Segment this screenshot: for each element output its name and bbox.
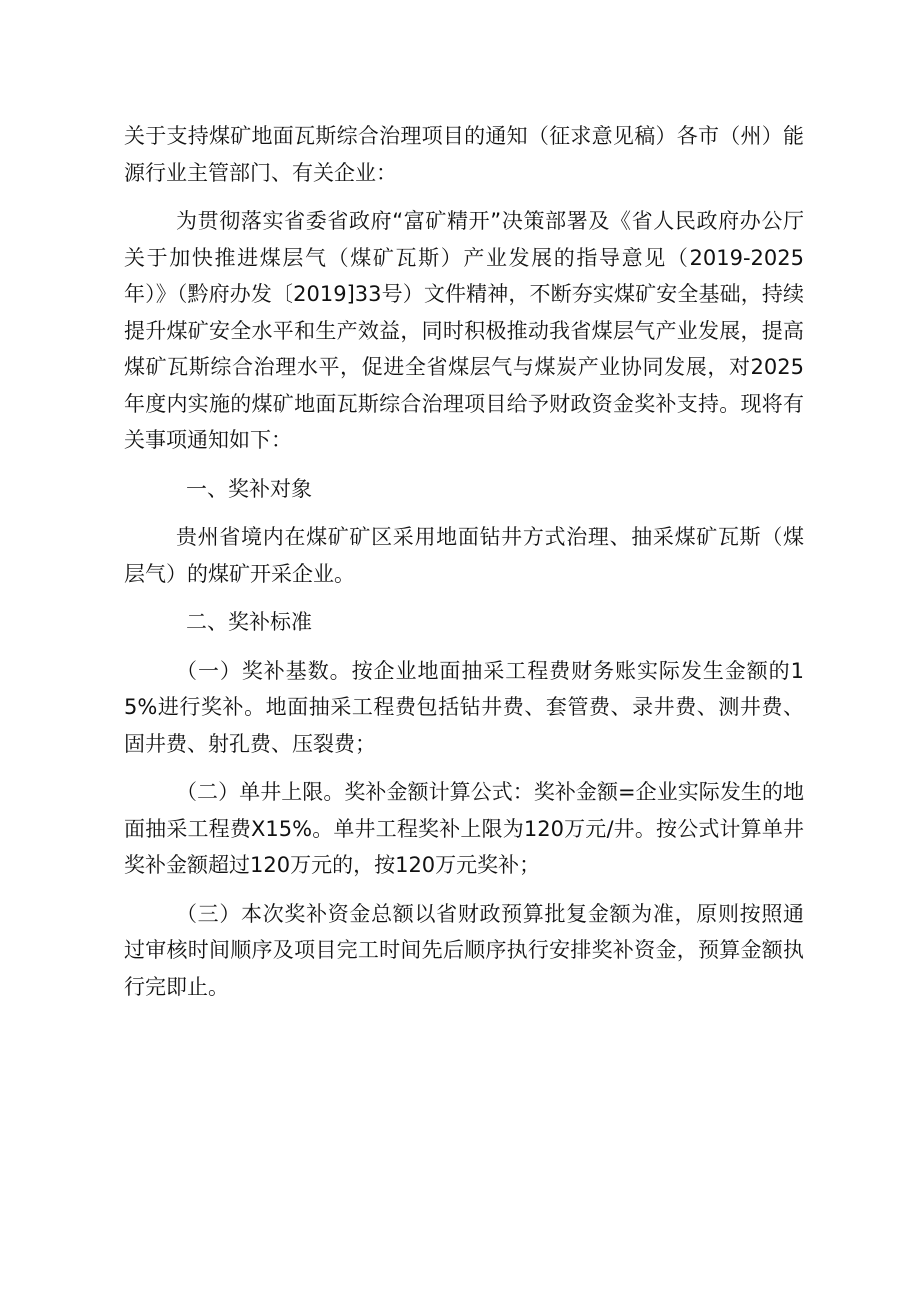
document-title-line: 关于支持煤矿地面瓦斯综合治理项目的通知（征求意见稿）各市（州）能源行业主管部门、有关企业： xyxy=(124,124,804,185)
section-heading-2: 二、奖补标准 xyxy=(186,610,312,634)
section-item-3: （三）本次奖补资金总额以省财政预算批复金额为准，原则按照通过审核时间顺序及项目完工时间先后顺序执行安排奖补资金，预算金额执行完即止。 xyxy=(124,901,804,999)
section-item-2: （二）单井上限。奖补金额计算公式：奖补金额=企业实际发生的地面抽采工程费X15%。单井工程奖补上限为120万元/井。按公式计算单井奖补金额超过120万元的，按120万元奖补； xyxy=(124,780,804,877)
section-body-1: 贵州省境内在煤矿矿区采用地面钻井方式治理、抽采煤矿瓦斯（煤层气）的煤矿开采企业。 xyxy=(124,525,804,586)
section-item-1: （一）奖补基数。按企业地面抽采工程费财务账实际发生金额的15%进行奖补。地面抽采工程费包括钻井费、套管费、录井费、测井费、固井费、射孔费、压裂费； xyxy=(124,658,804,756)
intro-paragraph: 为贯彻落实省委省政府“富矿精开”决策部署及《省人民政府办公厅关于加快推进煤层气（煤矿瓦斯）产业发展的指导意见（2019-2025年）》（黔府办发〔2019]33号）文件精神，不断夯实煤矿安全基础，持续提升煤矿安全水平和生产效益，同时积极推动我省煤层气产业发展，提高煤矿瓦斯综合治理水平，促进全省煤层气与煤炭产业协同发展，对2025年度内实施的煤矿地面瓦斯综合治理项目给予财政资金奖补支持。现将有关事项通知如下： xyxy=(124,209,804,452)
document-body xyxy=(124,118,804,1005)
section-heading-1: 一、奖补对象 xyxy=(186,476,312,501)
